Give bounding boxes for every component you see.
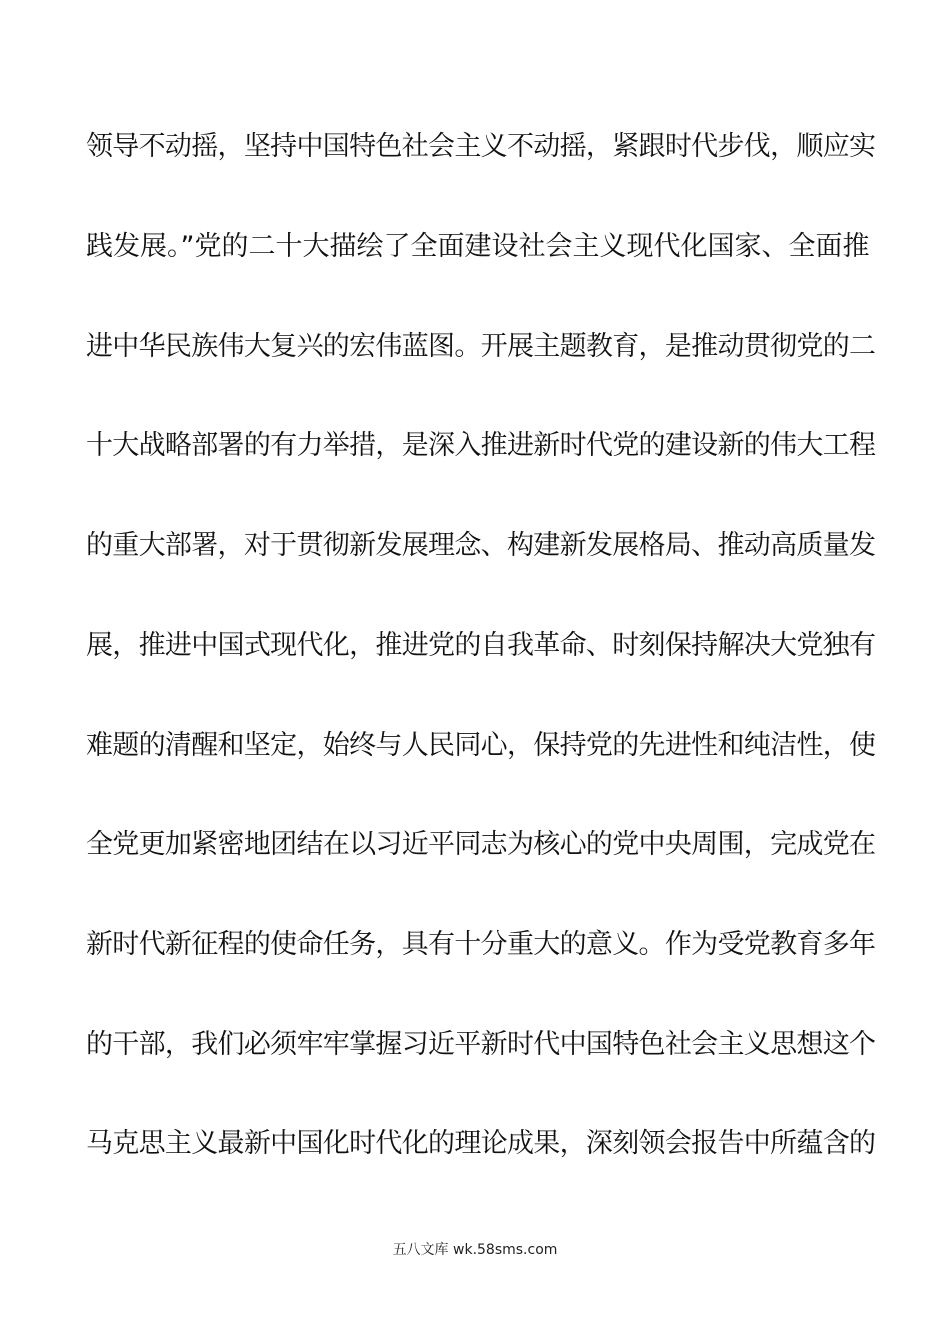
text-line: 新时代新征程的使命任务，具有十分重大的意义。作为受党教育多年 xyxy=(86,929,876,960)
text-line: 展，推进中国式现代化，推进党的自我革命、时刻保持解决大党独有 xyxy=(86,630,876,661)
text-line: 践发展。”党的二十大描绘了全面建设社会主义现代化国家、全面推 xyxy=(86,231,870,262)
text-line: 的重大部署，对于贯彻新发展理念、构建新发展格局、推动高质量发 xyxy=(86,530,876,561)
text-line: 领导不动摇，坚持中国特色社会主义不动摇，紧跟时代步伐，顺应实 xyxy=(86,131,876,162)
text-line: 十大战略部署的有力举措，是深入推进新时代党的建设新的伟大工程 xyxy=(86,430,876,461)
text-line: 难题的清醒和坚定，始终与人民同心，保持党的先进性和纯洁性，使 xyxy=(86,730,876,761)
text-line: 进中华民族伟大复兴的宏伟蓝图。开展主题教育，是推动贯彻党的二 xyxy=(86,331,876,362)
footer-watermark: 五八文库 wk.58sms.com xyxy=(392,1242,558,1258)
text-line: 的干部，我们必须牢牢掌握习近平新时代中国特色社会主义思想这个 xyxy=(86,1029,876,1060)
text-line: 全党更加紧密地团结在以习近平同志为核心的党中央周围，完成党在 xyxy=(86,829,876,860)
text-line: 马克思主义最新中国化时代化的理论成果，深刻领会报告中所蕴含的 xyxy=(86,1128,876,1159)
